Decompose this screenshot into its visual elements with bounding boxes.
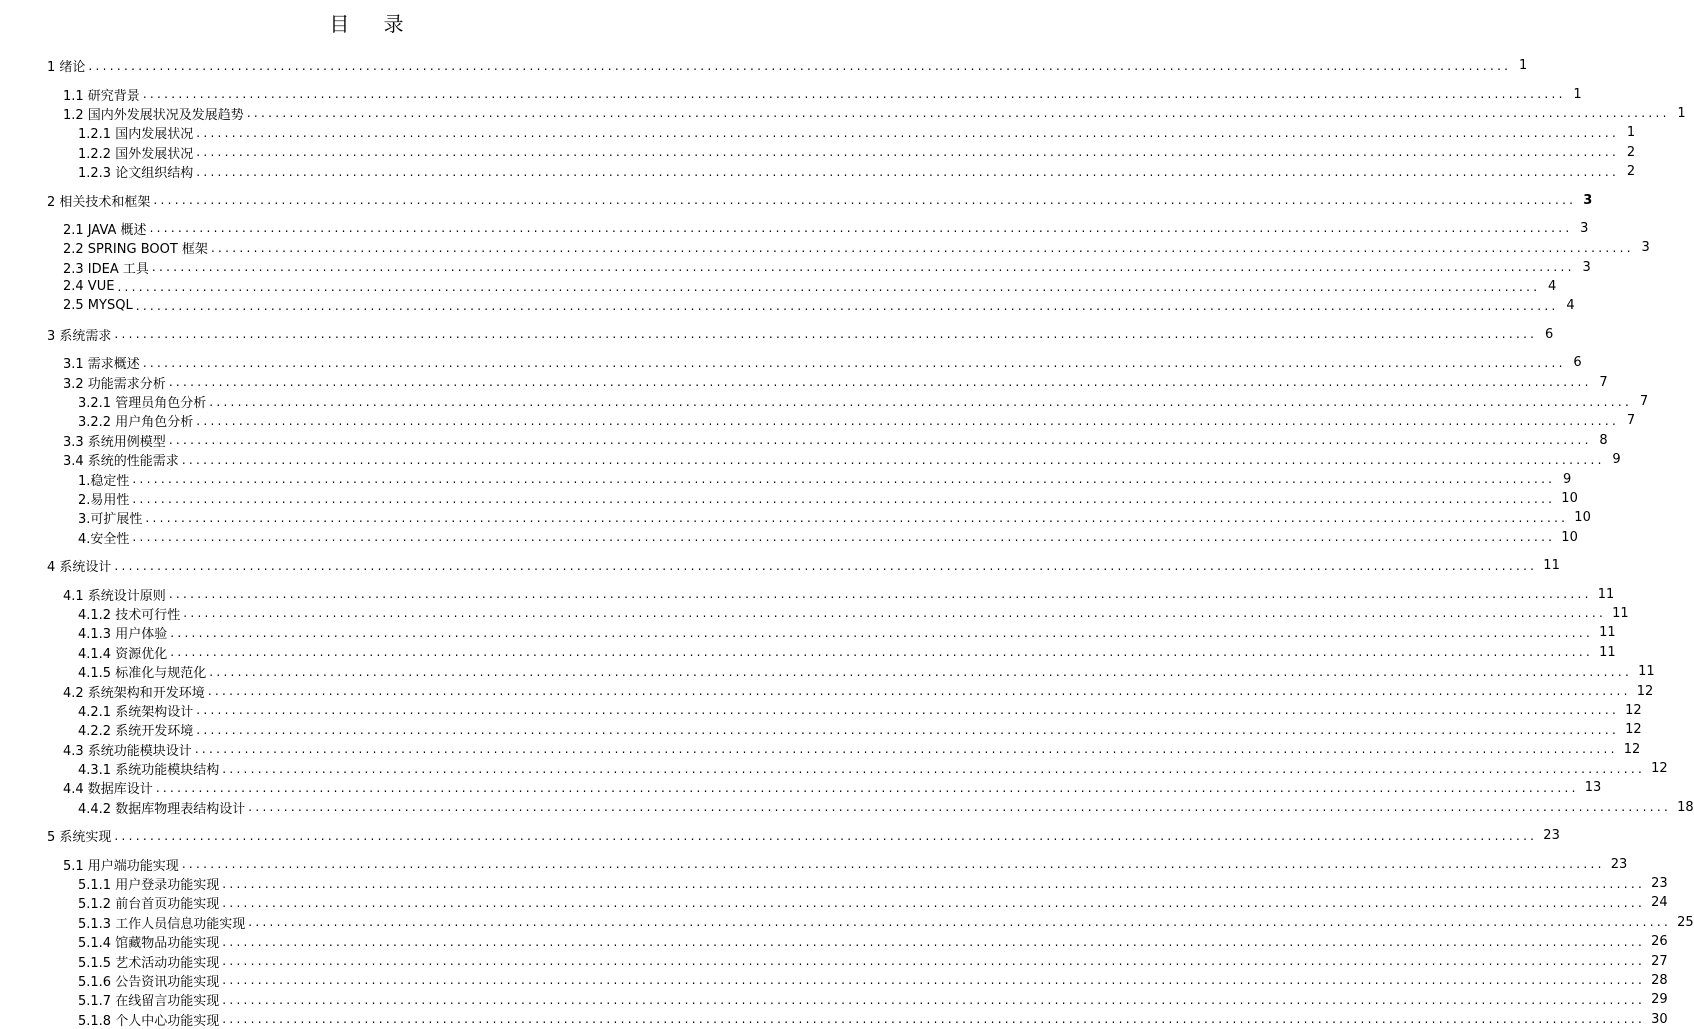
- dot-leader: ........................................................................................................................................................................................................: [132, 472, 1556, 487]
- dot-leader: ........................................................................................................................................................................................................: [181, 857, 1605, 872]
- dot-leader: ........................................................................................................................................................................................................: [222, 954, 1646, 969]
- toc-entry[interactable]: [47, 219, 1589, 238]
- toc-entry[interactable]: [47, 798, 1694, 817]
- toc-page-number: 11: [1599, 644, 1616, 660]
- toc-page-number: 12: [1623, 741, 1641, 757]
- toc-page-number: 30: [1651, 1011, 1668, 1027]
- toc-page-number: 8: [1599, 432, 1608, 448]
- toc-page-number: 4: [1566, 298, 1575, 314]
- toc-entry-label: 2.1 JAVA 概述: [63, 222, 147, 238]
- toc-page-number: 6: [1545, 326, 1554, 342]
- dot-leader: ........................................................................................................................................................................................................: [153, 193, 1577, 208]
- toc-entry[interactable]: [47, 143, 1636, 162]
- toc-entry-label: 4.1.3 用户体验: [78, 627, 168, 643]
- toc-page-number: 25: [1677, 914, 1694, 930]
- toc-entry-label: 2.3 IDEA 工具: [63, 261, 149, 277]
- toc-page-number: 12: [1625, 702, 1642, 718]
- dot-leader: ........................................................................................................................................................................................................: [151, 260, 1575, 275]
- toc-entry-label: 5.1.2 前台首页功能实现: [78, 897, 220, 913]
- toc-page-number: 7: [1639, 394, 1649, 410]
- dot-leader: ........................................................................................................................................................................................................: [196, 164, 1620, 179]
- toc-entry-label: 4.2 系统架构和开发环境: [63, 685, 205, 701]
- toc-page-number: 3: [1641, 240, 1650, 256]
- toc-entry-label: 3.1 需求概述: [63, 357, 140, 373]
- toc-page-number: 11: [1638, 664, 1655, 680]
- toc-page-number: 3: [1580, 220, 1589, 236]
- toc-page-number: 28: [1651, 972, 1668, 988]
- toc-entry[interactable]: [47, 372, 1608, 392]
- toc-entry-label: 1.稳定性: [78, 473, 130, 489]
- toc-entry-label: 2.2 SPRING BOOT 框架: [63, 242, 208, 258]
- toc-entry-label: 4.2.1 系统架构设计: [78, 704, 194, 720]
- toc-entry[interactable]: [47, 84, 1582, 104]
- toc-page-number: 27: [1651, 953, 1668, 969]
- toc-page-number: 1: [1677, 105, 1686, 121]
- toc-entry-label: 4.4.2 数据库物理表结构设计: [78, 801, 246, 817]
- toc-entry[interactable]: [47, 913, 1694, 932]
- dot-leader: ........................................................................................................................................................................................................: [168, 375, 1592, 390]
- toc-page-number: 12: [1651, 761, 1668, 777]
- toc-entry-label: 5.1.6 公告资讯功能实现: [78, 974, 220, 990]
- dot-leader: ........................................................................................................................................................................................................: [222, 973, 1646, 988]
- toc-entry[interactable]: [47, 450, 1621, 470]
- page-title: 目 录: [329, 12, 418, 36]
- toc-page-number: 7: [1626, 413, 1636, 429]
- toc-entry[interactable]: [47, 238, 1650, 258]
- toc-entry-label: 2.易用性: [78, 493, 130, 508]
- toc-entry-label: 1.1 研究背景: [63, 88, 140, 104]
- toc-entry[interactable]: [47, 681, 1654, 701]
- toc-entry-label: 5.1.5 艺术活动功能实现: [78, 955, 220, 971]
- toc-chapter-entry[interactable]: [47, 556, 1560, 576]
- toc-page-number: 9: [1612, 452, 1621, 468]
- toc-entry[interactable]: [47, 623, 1616, 643]
- dot-leader: ........................................................................................................................................................................................................: [142, 355, 1566, 370]
- toc-entry[interactable]: [47, 104, 1686, 123]
- toc-page-number: 3: [1582, 259, 1591, 275]
- dot-leader: ........................................................................................................................................................................................................: [117, 279, 1541, 294]
- dot-leader: ........................................................................................................................................................................................................: [194, 742, 1618, 757]
- toc-entry[interactable]: [47, 431, 1608, 450]
- dot-leader: ........................................................................................................................................................................................................: [210, 240, 1634, 255]
- toc-entry[interactable]: [47, 489, 1578, 508]
- toc-entry-label: 4.3 系统功能模块设计: [63, 743, 192, 759]
- dot-leader: ........................................................................................................................................................................................................: [135, 298, 1559, 313]
- dot-leader: ........................................................................................................................................................................................................: [168, 587, 1592, 602]
- toc-entry[interactable]: [47, 778, 1602, 798]
- toc-entry-label: 5.1.3 工作人员信息功能实现: [78, 916, 246, 932]
- dot-leader: ........................................................................................................................................................................................................: [196, 125, 1620, 140]
- toc-page-number: 29: [1651, 992, 1668, 1008]
- toc-page-number: 10: [1561, 491, 1578, 506]
- dot-leader: ........................................................................................................................................................................................................: [196, 703, 1620, 718]
- toc-entry[interactable]: [47, 874, 1668, 894]
- toc-entry-label: 3.3 系统用例模型: [63, 434, 166, 450]
- toc-page-number: 23: [1543, 828, 1560, 844]
- dot-leader: ........................................................................................................................................................................................................: [222, 934, 1646, 949]
- toc-entry-label: 4.安全性: [78, 531, 130, 547]
- dot-leader: ........................................................................................................................................................................................................: [145, 510, 1569, 525]
- toc-entry-label: 1.2.3 论文组织结构: [78, 166, 194, 182]
- toc-entry-label: 5.1.4 馆藏物品功能实现: [78, 936, 220, 952]
- toc-entry[interactable]: [47, 469, 1572, 489]
- toc-page-number: 12: [1625, 722, 1642, 738]
- toc-entry[interactable]: [47, 528, 1578, 547]
- dot-leader: ........................................................................................................................................................................................................: [88, 58, 1512, 73]
- toc-entry[interactable]: [47, 1010, 1668, 1029]
- toc-entry-label: 5.1.7 在线留言功能实现: [78, 994, 220, 1010]
- toc-page-number: 23: [1610, 856, 1628, 872]
- toc-entry[interactable]: [47, 759, 1668, 779]
- toc-entry-label: 4.1 系统设计原则: [63, 588, 166, 604]
- toc-page-number: 26: [1651, 934, 1668, 950]
- toc-entry[interactable]: [47, 277, 1557, 296]
- toc-entry[interactable]: [47, 258, 1591, 277]
- dot-leader: ........................................................................................................................................................................................................: [114, 828, 1538, 843]
- toc-page-number: 12: [1636, 683, 1654, 699]
- toc-entry-label: 2.5 MYSQL: [63, 298, 133, 314]
- toc-entry-label: 3.4 系统的性能需求: [63, 454, 179, 470]
- toc-entry-label: 5.1 用户端功能实现: [63, 858, 179, 874]
- toc-entry-label: 4 系统设计: [47, 560, 112, 576]
- toc-entry-label: 1.2.1 国内发展状况: [78, 127, 194, 143]
- dot-leader: ........................................................................................................................................................................................................: [196, 722, 1620, 737]
- dot-leader: ........................................................................................................................................................................................................: [170, 645, 1594, 660]
- toc-entry[interactable]: [47, 990, 1668, 1010]
- dot-leader: ........................................................................................................................................................................................................: [183, 606, 1607, 621]
- toc-page-number: 10: [1561, 529, 1578, 545]
- dot-leader: ........................................................................................................................................................................................................: [114, 327, 1538, 342]
- dot-leader: ........................................................................................................................................................................................................: [222, 895, 1646, 910]
- toc-entry[interactable]: [47, 854, 1628, 874]
- toc-page-number: 23: [1651, 876, 1668, 892]
- toc-entry[interactable]: [47, 720, 1642, 740]
- toc-page-number: 11: [1612, 605, 1629, 621]
- toc-entry[interactable]: [47, 296, 1575, 315]
- dot-leader: ........................................................................................................................................................................................................: [132, 491, 1556, 506]
- toc-entry-label: 5 系统实现: [47, 830, 112, 846]
- dot-leader: ........................................................................................................................................................................................................: [149, 221, 1573, 236]
- dot-leader: ........................................................................................................................................................................................................: [248, 800, 1672, 815]
- toc-entry-label: 3.2.1 管理员角色分析: [78, 396, 207, 412]
- toc-entry[interactable]: [47, 893, 1668, 913]
- toc-entry-label: 3 系统需求: [47, 328, 112, 344]
- dot-leader: ........................................................................................................................................................................................................: [132, 530, 1556, 545]
- toc-page-number: 2: [1626, 144, 1636, 160]
- toc-entry-label: 3.2.2 用户角色分析: [78, 415, 194, 431]
- dot-leader: ........................................................................................................................................................................................................: [196, 413, 1620, 428]
- toc-chapter-entry[interactable]: [47, 826, 1560, 846]
- dot-leader: ........................................................................................................................................................................................................: [222, 876, 1646, 891]
- dot-leader: ........................................................................................................................................................................................................: [155, 780, 1579, 795]
- toc-page-number: 3: [1583, 192, 1593, 208]
- toc-entry-label: 1.2 国内外发展状况及发展趋势: [63, 107, 244, 123]
- toc-entry-label: 4.1.2 技术可行性: [78, 607, 181, 623]
- dot-leader: ........................................................................................................................................................................................................: [142, 87, 1566, 102]
- toc-entry-label: 1.2.2 国外发展状况: [78, 146, 194, 162]
- dot-leader: ........................................................................................................................................................................................................: [222, 1012, 1646, 1027]
- toc-page-number: 24: [1651, 895, 1668, 911]
- toc-entry-label: 4.3.1 系统功能模块结构: [78, 763, 220, 779]
- toc-entry-label: 4.1.4 资源优化: [78, 646, 168, 662]
- dot-leader: ........................................................................................................................................................................................................: [181, 452, 1605, 467]
- toc-entry-label: 2 相关技术和框架: [47, 194, 151, 210]
- toc-page-number: 2: [1626, 164, 1636, 180]
- toc-entry[interactable]: [47, 662, 1655, 682]
- dot-leader: ........................................................................................................................................................................................................: [207, 684, 1631, 699]
- toc-entry-label: 5.1.8 个人中心功能实现: [78, 1013, 220, 1029]
- toc-entry-label: 1 绪论: [47, 60, 86, 76]
- dot-leader: ........................................................................................................................................................................................................: [222, 992, 1646, 1007]
- toc-entry-label: 3.2 功能需求分析: [63, 376, 166, 392]
- toc-entry[interactable]: [47, 932, 1668, 952]
- toc-page-number: 18: [1677, 799, 1694, 815]
- toc-entry-label: 5.1.1 用户登录功能实现: [78, 878, 220, 894]
- toc-entry[interactable]: [47, 411, 1636, 431]
- dot-leader: ........................................................................................................................................................................................................: [170, 625, 1594, 640]
- toc-entry-label: 4.2.2 系统开发环境: [78, 724, 194, 740]
- toc-entry[interactable]: [47, 392, 1649, 412]
- toc-page-number: 4: [1548, 279, 1557, 295]
- toc-page-number: 6: [1573, 355, 1582, 371]
- toc-page-number: 11: [1597, 586, 1615, 602]
- toc-entry[interactable]: [47, 604, 1629, 623]
- toc-page-number: 11: [1599, 625, 1616, 641]
- toc-entry[interactable]: [47, 123, 1636, 143]
- toc-entry[interactable]: [47, 701, 1642, 720]
- toc-entry[interactable]: [47, 508, 1591, 528]
- toc-page-number: 10: [1574, 510, 1591, 526]
- toc-chapter-entry[interactable]: [47, 190, 1593, 210]
- toc-page-number: 9: [1563, 471, 1572, 487]
- toc-page-number: 1: [1573, 86, 1582, 102]
- toc-entry[interactable]: [47, 353, 1582, 373]
- dot-leader: ........................................................................................................................................................................................................: [209, 394, 1633, 409]
- toc-page-number: 7: [1599, 374, 1608, 390]
- toc-entry-label: 4.4 数据库设计: [63, 782, 153, 798]
- toc-chapter-entry[interactable]: [47, 325, 1554, 344]
- dot-leader: ........................................................................................................................................................................................................: [209, 664, 1633, 679]
- dot-leader: ........................................................................................................................................................................................................: [168, 433, 1592, 448]
- dot-leader: ........................................................................................................................................................................................................: [114, 558, 1538, 573]
- toc-entry[interactable]: [47, 740, 1641, 759]
- toc-entry-label: 3.可扩展性: [78, 512, 143, 528]
- toc-chapter-entry[interactable]: [47, 56, 1528, 76]
- toc-entry[interactable]: [47, 971, 1668, 990]
- toc-entry[interactable]: [47, 951, 1668, 971]
- toc-page-number: 11: [1543, 558, 1560, 574]
- toc-entry[interactable]: [47, 584, 1615, 604]
- toc-page-number: 1: [1626, 125, 1636, 141]
- table-of-contents: [47, 56, 1694, 1029]
- toc-entry-label: 4.1.5 标准化与规范化: [78, 666, 207, 682]
- dot-leader: ........................................................................................................................................................................................................: [196, 145, 1620, 160]
- toc-page-number: 1: [1519, 58, 1528, 74]
- toc-entry[interactable]: [47, 643, 1616, 662]
- dot-leader: ........................................................................................................................................................................................................: [248, 915, 1672, 930]
- dot-leader: ........................................................................................................................................................................................................: [246, 106, 1670, 121]
- dot-leader: ........................................................................................................................................................................................................: [222, 761, 1646, 776]
- toc-entry[interactable]: [47, 162, 1636, 182]
- toc-entry-label: 2.4 VUE: [63, 279, 115, 295]
- toc-page-number: 13: [1584, 780, 1602, 796]
